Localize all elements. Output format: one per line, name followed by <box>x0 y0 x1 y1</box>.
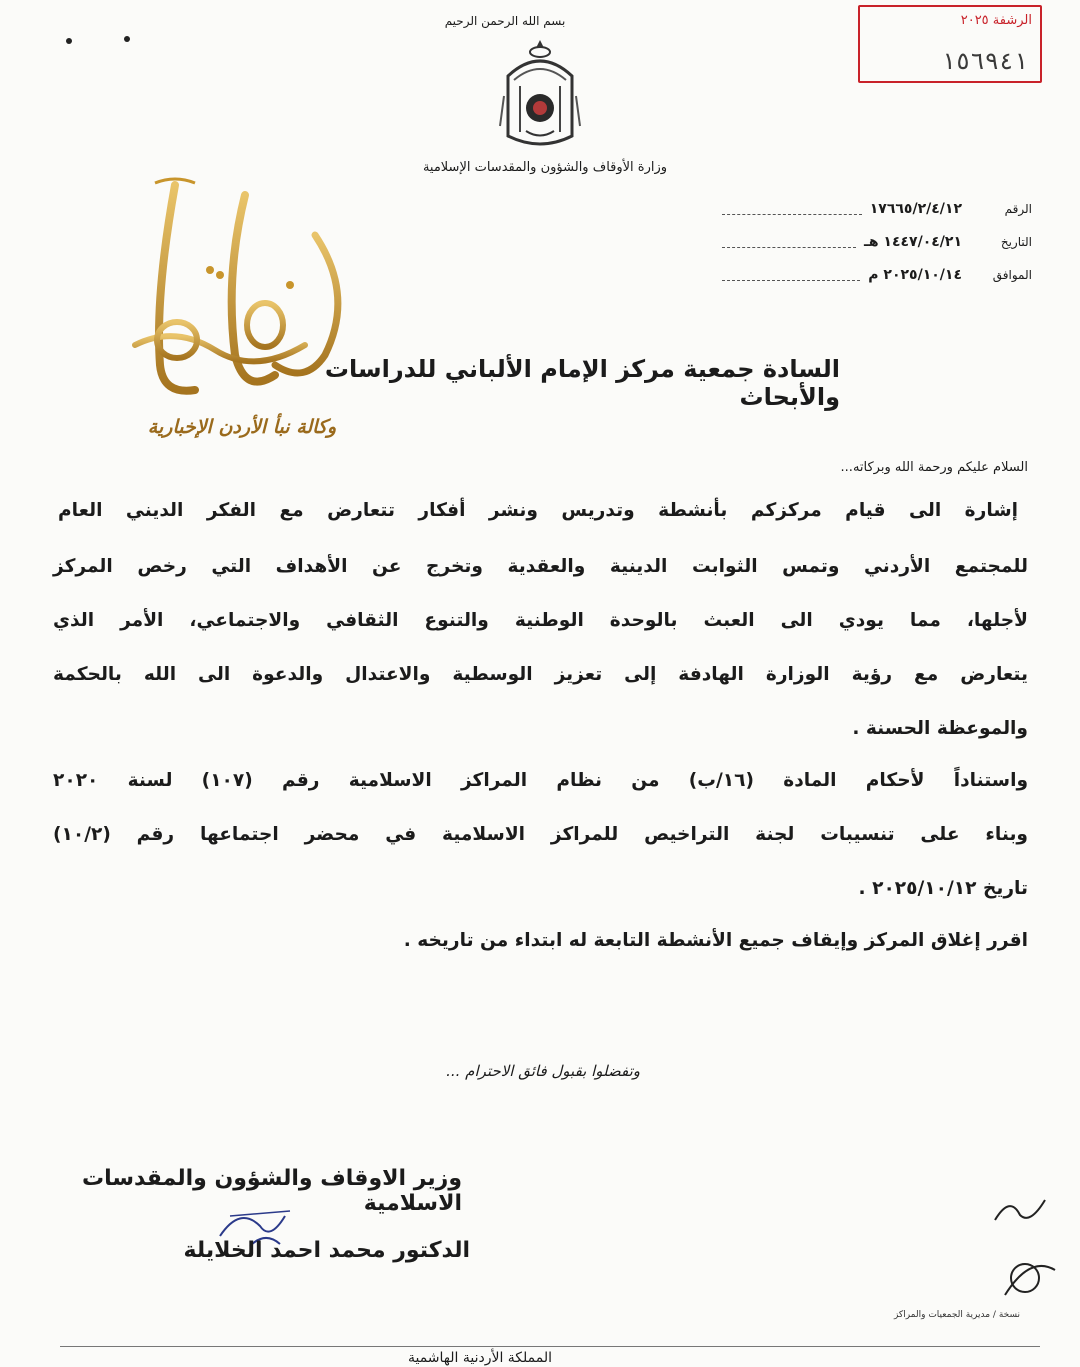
body-line: تاريخ ٢٠٢٥/١٠/١٢ . <box>858 878 1028 899</box>
greeting: السلام عليكم ورحمة الله وبركاته... <box>840 460 1028 475</box>
ministry-header: وزارة الأوقاف والشؤون والمقدسات الإسلامية <box>422 160 668 175</box>
footer-text: المملكة الأردنية الهاشمية <box>407 1350 553 1366</box>
dotted-line <box>722 237 856 248</box>
addressee: السادة جمعية مركز الإمام الألباني للدراسات والأبحاث <box>324 355 840 411</box>
reference-label: الموافق <box>992 268 1032 282</box>
reference-value: ٢٠٢٥/١٠/١٤ م <box>868 267 962 283</box>
dotted-line <box>722 270 860 281</box>
reference-label: الرقم <box>1004 202 1032 216</box>
agency-name: وكالة نبأ الأردن الإخبارية <box>147 416 337 438</box>
initials-icon <box>990 1190 1050 1230</box>
body-line: واستناداً لأحكام المادة (١٦/ب) من نظام المراكز الاسلامية رقم (١٠٧) لسنة ٢٠٢٠ <box>53 770 1029 791</box>
reference-value: ١٧٦٦٥/٢/٤/١٢ <box>869 201 962 217</box>
archive-stamp <box>858 5 1042 83</box>
reference-hijri-date <box>722 231 1032 253</box>
closing: وتفضلوا بقبول فائق الاحترام ... <box>446 1062 640 1080</box>
reference-label: التاريخ <box>1000 235 1032 249</box>
body-line: لأجلها، مما يودي الى العبث بالوحدة الوطنية والتنوع الثقافي والاجتماعي، الأمر الذي <box>53 610 1028 631</box>
scan-dot <box>66 38 72 44</box>
reference-gregorian-date <box>722 264 1032 286</box>
signature-title: وزير الاوقاف والشؤون والمقدسات الاسلامية <box>82 1166 462 1216</box>
dotted-line <box>722 204 862 215</box>
reference-value: ١٤٤٧/٠٤/٢١ هـ <box>864 234 962 250</box>
body-line: إشارة الى قيام مركزكم بأنشطة وتدريس ونشر أفكار تتعارض مع الفكر الديني العام <box>58 500 1018 521</box>
reference-number <box>722 198 1032 220</box>
body-line: والموعظة الحسنة . <box>852 718 1028 739</box>
signature-name: الدكتور محمد احمد الخلايلة <box>183 1238 470 1263</box>
basmala: بسم الله الرحمن الرحيم <box>444 14 566 28</box>
footer-divider <box>60 1346 1040 1347</box>
body-line: وبناء على تنسيبات لجنة التراخيص للمراكز الاسلامية في محضر اجتماعها رقم (١٠/٢) <box>53 824 1028 845</box>
decision-line: اقرر إغلاق المركز وإيقاف جميع الأنشطة التابعة له ابتداء من تاريخه . <box>403 930 1028 951</box>
body-line: يتعارض مع رؤية الوزارة الهادفة إلى تعزيز الوسطية والاعتدال والدعوة الى الله بالحكمة <box>53 664 1028 685</box>
copy-note: نسخة / مديرية الجمعيات والمراكز <box>893 1310 1020 1320</box>
stamp-number: ١٥٦٩٤١ <box>941 47 1028 75</box>
body-line: للمجتمع الأردني وتمس الثوابت الدينية والعقدية وتخرج عن الأهداف التي رخص المركز <box>53 556 1028 577</box>
stamp-label: الرشفة ٢٠٢٥ <box>960 13 1032 28</box>
crest-icon <box>498 36 582 154</box>
scan-dot <box>124 36 130 42</box>
initials-icon <box>995 1250 1065 1305</box>
